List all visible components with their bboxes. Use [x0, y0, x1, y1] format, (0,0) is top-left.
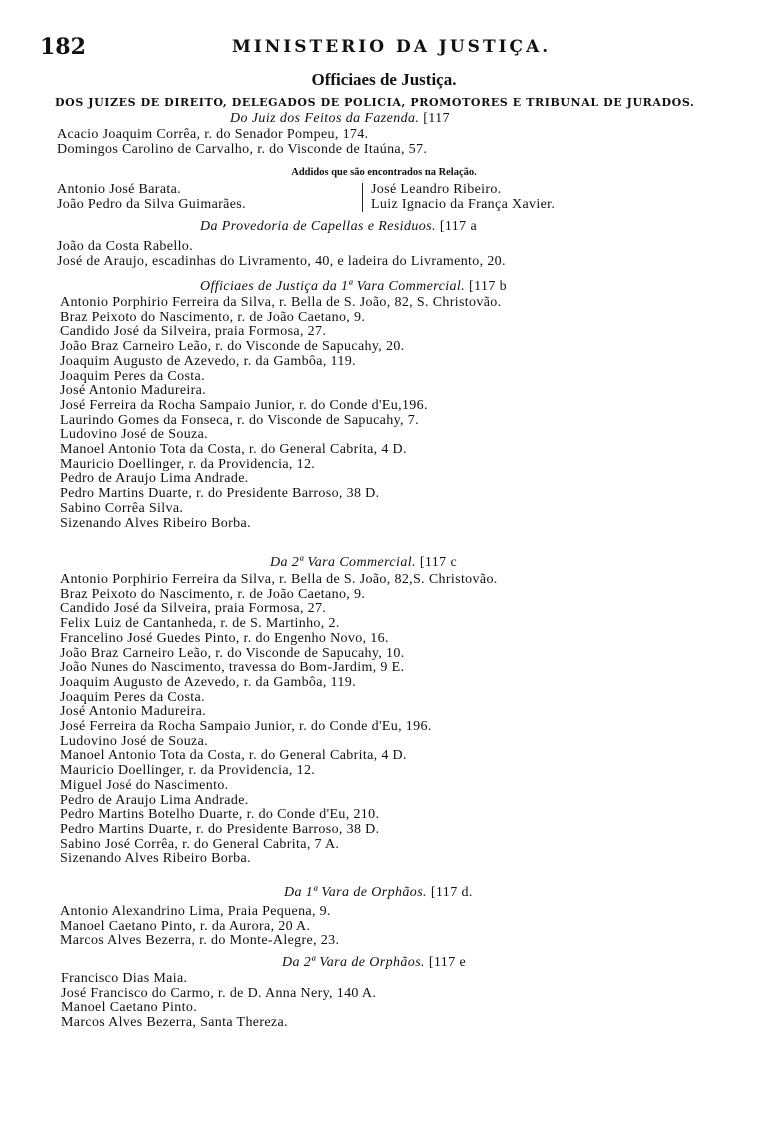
subtitle: DOS JUIZES DE DIREITO, DELEGADOS DE POLICIA, PROMOTORES E TRIBUNAL DE JURADOS. — [55, 96, 695, 109]
page-title: Officiaes de Justiça. — [311, 70, 457, 89]
list-item: Pedro de Araujo Lima Andrade. — [60, 792, 249, 808]
list-item: Sabino José Corrêa, r. do General Cabrita, 7 A. — [60, 836, 340, 852]
list-item: Braz Peixoto do Nascimento, r. de João Caetano, 9. — [60, 586, 366, 602]
list-item: José de Araujo, escadinhas do Livramento, 40, e ladeira do Livramento, 20. — [57, 253, 506, 269]
section-ref: [117 d. — [430, 885, 473, 900]
list-item: Antonio Porphirio Ferreira da Silva, r. Bella de S. João, 82,S. Christovão. — [60, 572, 498, 587]
list-item: Domingos Carolino de Carvalho, r. do Visconde de Itaúna, 57. — [57, 141, 428, 157]
list-item: João Nunes do Nascimento, travessa do Bom-Jardim, 9 E. — [60, 660, 405, 676]
section-heading-text: Officiaes de Justiça da 1ª Vara Commercial. — [200, 279, 466, 294]
list-item: Joaquim Augusto de Azevedo, r. da Gambôa, 119. — [60, 674, 356, 690]
list-item: Candido José da Silveira, praia Formosa, 27. — [60, 601, 327, 617]
list-item: José Ferreira da Rocha Sampaio Junior, r. do Conde d'Eu, 196. — [60, 719, 432, 735]
running-head: MINISTERIO DA JUSTIÇA. — [232, 37, 552, 57]
list-item: Manoel Caetano Pinto, r. da Aurora, 20 A. — [60, 918, 311, 934]
section-heading-text: Da 1ª Vara de Orphãos. — [284, 885, 427, 900]
list-item: João Braz Carneiro Leão, r. do Visconde de Sapucahy, 20. — [60, 339, 405, 355]
list-item: Acacio Joaquim Corrêa, r. do Senador Pompeu, 174. — [57, 127, 369, 142]
page-number: 182 — [40, 34, 86, 60]
list-item: João Braz Carneiro Leão, r. do Visconde de Sapucahy, 10. — [60, 645, 405, 661]
addidos-right-column — [362, 183, 555, 212]
list-item: Manoel Antonio Tota da Costa, r. do General Cabrita, 4 D. — [60, 442, 407, 458]
addidos-heading: Addidos que são encontrados na Relação. — [291, 167, 477, 178]
list-item: João da Costa Rabello. — [57, 239, 194, 254]
entry-list — [60, 573, 498, 867]
list-item: Sizenando Alves Ribeiro Borba. — [60, 851, 251, 867]
entry-list — [57, 128, 427, 157]
list-item: Luiz Ignacio da França Xavier. — [371, 196, 556, 212]
list-item: Pedro Martins Duarte, r. do Presidente Barroso, 38 D. — [60, 821, 380, 837]
entry-list — [60, 296, 502, 531]
list-item: José Ferreira da Rocha Sampaio Junior, r. do Conde d'Eu,196. — [60, 397, 428, 413]
list-item: Candido José da Silveira, praia Formosa, 27. — [60, 324, 327, 340]
list-item: Joaquim Peres da Costa. — [60, 368, 205, 384]
list-item: Joaquim Peres da Costa. — [60, 689, 205, 705]
section-ref: [117 b — [469, 279, 508, 294]
list-item: Pedro Martins Duarte, r. do Presidente Barroso, 38 D. — [60, 486, 380, 502]
list-item: Laurindo Gomes da Fonseca, r. do Visconde de Sapucahy, 7. — [60, 412, 419, 428]
section-heading — [284, 885, 473, 901]
section-heading — [200, 279, 507, 295]
list-item: Sabino Corrêa Silva. — [60, 500, 184, 516]
entry-list — [61, 972, 376, 1031]
list-item: Joaquim Augusto de Azevedo, r. da Gambôa, 119. — [60, 353, 356, 369]
section-heading — [200, 219, 477, 235]
list-item: Mauricio Doellinger, r. da Providencia, 12. — [60, 456, 316, 472]
section-heading-text: Da 2ª Vara de Orphãos. — [282, 955, 425, 970]
list-item: Marcos Alves Bezerra, r. do Monte-Alegre, 23. — [60, 933, 340, 949]
list-item: Marcos Alves Bezerra, Santa Thereza. — [61, 1015, 288, 1031]
list-item: Antonio Porphirio Ferreira da Silva, r. Bella de S. João, 82, S. Christovão. — [60, 295, 502, 310]
entry-list — [60, 905, 339, 949]
list-item: Ludovino José de Souza. — [60, 733, 209, 749]
list-item: Ludovino José de Souza. — [60, 427, 209, 443]
list-item: Pedro Martins Botelho Duarte, r. do Conde d'Eu, 210. — [60, 807, 380, 823]
section-ref: [117 e — [428, 955, 467, 970]
list-item: Manoel Antonio Tota da Costa, r. do General Cabrita, 4 D. — [60, 748, 407, 764]
list-item: José Leandro Ribeiro. — [371, 182, 502, 197]
list-item: Francisco Dias Maia. — [61, 971, 188, 986]
list-item: Sizenando Alves Ribeiro Borba. — [60, 515, 251, 531]
section-heading-text: Da 2ª Vara Commercial. — [270, 555, 416, 570]
list-item: Francelino José Guedes Pinto, r. do Engenho Novo, 16. — [60, 630, 389, 646]
list-item: Manoel Caetano Pinto. — [61, 1000, 198, 1016]
list-item: Pedro de Araujo Lima Andrade. — [60, 471, 249, 487]
section-heading-text: Do Juiz dos Feitos da Fazenda. — [230, 111, 420, 126]
section-heading — [230, 111, 450, 127]
list-item: Miguel José do Nascimento. — [60, 777, 229, 793]
section-heading — [270, 555, 457, 571]
section-ref: [117 a — [439, 219, 478, 234]
list-item: Felix Luiz de Cantanheda, r. de S. Martinho, 2. — [60, 616, 340, 632]
list-item: José Francisco do Carmo, r. de D. Anna Nery, 140 A. — [61, 985, 377, 1001]
list-item: Mauricio Doellinger, r. da Providencia, 12. — [60, 763, 316, 779]
list-item: José Antonio Madureira. — [60, 383, 207, 399]
section-ref: [117 c — [419, 555, 458, 570]
list-item: João Pedro da Silva Guimarães. — [57, 196, 246, 212]
list-item: Antonio José Barata. — [57, 182, 182, 197]
entry-list — [57, 240, 506, 269]
section-ref: [117 — [423, 111, 450, 126]
section-heading-text: Da Provedoria de Capellas e Residuos. — [200, 219, 436, 234]
addidos-left-column — [57, 183, 246, 212]
list-item: Antonio Alexandrino Lima, Praia Pequena, 9. — [60, 904, 331, 919]
section-heading — [282, 955, 466, 971]
list-item: José Antonio Madureira. — [60, 704, 207, 720]
list-item: Braz Peixoto do Nascimento, r. de João Caetano, 9. — [60, 309, 366, 325]
